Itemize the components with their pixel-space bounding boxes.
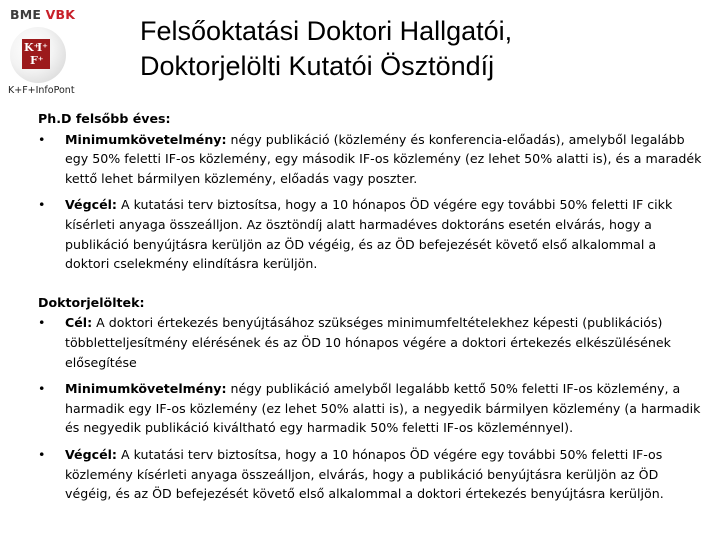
list-item xyxy=(38,313,702,372)
item-label: Minimumkövetelmény: xyxy=(65,381,227,397)
item-label: Végcél: xyxy=(65,197,117,213)
bullet-icon: • xyxy=(38,131,46,147)
page-title xyxy=(140,14,512,84)
bullet-icon: • xyxy=(38,197,46,213)
logo-kif-mark xyxy=(22,39,50,69)
item-text: négy publikáció amelyből legalább kettő 50% feletti IF-os közlemény, a harmadik egy IF-os közlemény (ez lehet 50% alatti is), a negyedik bármilyen közlemény (a harmadik és negyedik publikáció kiváltható egy harmadik 50% feletti IF-os közleménnyel). xyxy=(65,381,701,436)
slide-content xyxy=(38,109,702,504)
item-text: négy publikáció (közlemény és konferencia-előadás), amelyből legalább egy 50% feletti IF-os közlemény, egy második IF-os közlemény (ez lehet 50% alatti is), és a maradék kettő lehet bármilyen közlemény, előadás vagy poszter. xyxy=(65,131,702,186)
item-label: Cél: xyxy=(65,315,93,331)
item-text: A kutatási terv biztosítsa, hogy a 10 hónapos ÖD végére egy további 50% feletti IF-os közlemény kísérleti anyaga összeálljon, elvárás, hogy a publikáció benyújtásra kerüljön az ÖD végéig, és az ÖD befejezését követő első alkalommal a doktori értekezés benyújtásra kerüljön. xyxy=(65,446,664,502)
section-doktorjeloltek xyxy=(38,293,702,504)
list-item xyxy=(38,195,702,273)
logo-top-text xyxy=(10,7,75,22)
logo-infopont-text: K+F+InfoPont xyxy=(8,85,75,96)
bme-vbk-logo xyxy=(6,5,88,97)
item-label: Minimumkövetelmény: xyxy=(65,131,227,147)
bullet-icon: • xyxy=(38,446,46,462)
doktorjelolt-requirements-list xyxy=(38,313,702,503)
logo-bme-text: BME xyxy=(10,7,42,22)
list-item xyxy=(38,130,702,189)
item-text: A doktori értekezés benyújtásához szükséges minimumfeltételekhez képesti (publikációs) többletteljesítmény elérésének és az ÖD 10 hónapos végére a doktori értekezés elkészülésének elősegítése xyxy=(65,315,671,370)
item-text: A kutatási terv biztosítsa, hogy a 10 hónapos ÖD végére egy további 50% feletti IF cikk kísérleti anyaga összeálljon. Az ösztöndíj alatt harmadéves doktoráns esetén elvárás, hogy a publikáció benyújtásra kerüljön az ÖD végéig, és az ÖD befejezését követő első alkalommal a doktori cselekmény elindításra kerüljön. xyxy=(65,197,673,272)
list-item xyxy=(38,445,702,504)
page-title-line-2: Doktorjelölti Kutatói Ösztöndíj xyxy=(140,51,495,81)
section-heading-phd: Ph.D felsőbb éves: xyxy=(38,111,171,126)
section-heading-doktorjeloltek: Doktorjelöltek: xyxy=(38,294,145,310)
logo-mark-i: I⁺ xyxy=(37,41,48,54)
item-label: Végcél: xyxy=(65,446,117,462)
phd-requirements-list xyxy=(38,130,702,274)
bullet-icon: • xyxy=(38,381,46,397)
logo-mark-k: K⁺ xyxy=(24,41,40,54)
section-phd xyxy=(38,109,702,274)
page-title-line-1: Felsőoktatási Doktori Hallgatói, xyxy=(140,16,513,46)
logo-vbk-text: VBK xyxy=(45,7,76,22)
list-item xyxy=(38,379,702,438)
bullet-icon: • xyxy=(38,315,46,331)
logo-mark-f: F⁺ xyxy=(30,54,44,67)
